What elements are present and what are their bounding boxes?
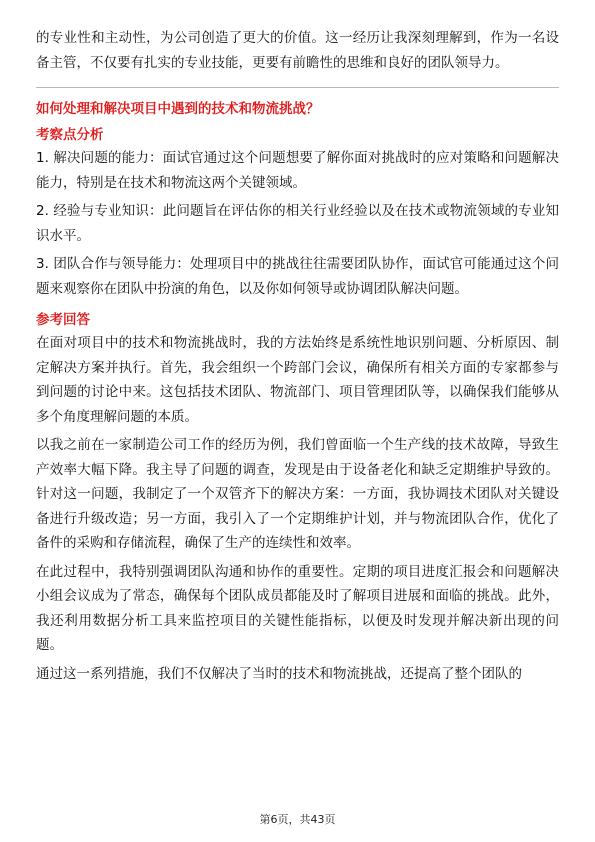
intro-paragraph: 的专业性和主动性，为公司创造了更大的价值。这一经历让我深刻理解到，作为一名设备主管，不仅要有扎实的专业技能，更要有前瞻性的思维和良好的团队领导力。 <box>36 30 559 71</box>
answer-paragraph-3: 在此过程中，我特别强调团队沟通和协作的重要性。定期的项目进度汇报会和问题解决小组会议成为了常态，确保每个团队成员都能及时了解项目进展和面临的挑战。此外，我还利用数据分析工具来监控项目的关键性能指标，以便及时发现并解决新出现的问题。 <box>36 563 559 653</box>
answer-heading: 参考回答 <box>36 312 90 328</box>
analysis-point-3: 3. 团队合作与领导能力：处理项目中的挑战往往需要团队协作，面试官可能通过这个问题来观察你在团队中扮演的角色，以及你如何领导或协调团队解决问题。 <box>36 256 559 297</box>
page-number: 第6页，共43页 <box>259 813 336 826</box>
answer-paragraph-1: 在面对项目中的技术和物流挑战时，我的方法始终是系统性地识别问题、分析原因、制定解决方案并执行。首先，我会组织一个跨部门会议，确保所有相关方面的专家都参与到问题的讨论中来。这包括技术团队、物流部门、项目管理团队等，以确保我们能够从多个角度理解问题的本质。 <box>36 335 559 425</box>
section-divider <box>36 87 559 88</box>
answer-paragraph-4: 通过这一系列措施，我们不仅解决了当时的技术和物流挑战，还提高了整个团队的 <box>36 665 522 682</box>
analysis-point-2: 2. 经验与专业知识：此问题旨在评估你的相关行业经验以及在技术或物流领域的专业知识水平。 <box>36 203 559 244</box>
analysis-heading: 考察点分析 <box>36 127 104 143</box>
page-content <box>36 26 559 686</box>
question-heading: 如何处理和解决项目中遇到的技术和物流挑战？ <box>36 101 320 117</box>
answer-paragraph-2: 以我之前在一家制造公司工作的经历为例，我们曾面临一个生产线的技术故障，导致生产效率大幅下降。我主导了问题的调查，发现是由于设备老化和缺乏定期维护导致的。针对这一问题，我制定了一个双管齐下的解决方案：一方面，我协调技术团队对关键设备进行升级改造；另一方面，我引入了一个定期维护计划，并与物流团队合作，优化了备件的采购和存储流程，确保了生产的连续性和效率。 <box>36 437 559 551</box>
analysis-point-1: 1. 解决问题的能力：面试官通过这个问题想要了解你面对挑战时的应对策略和问题解决能力，特别是在技术和物流这两个关键领域。 <box>36 150 559 191</box>
